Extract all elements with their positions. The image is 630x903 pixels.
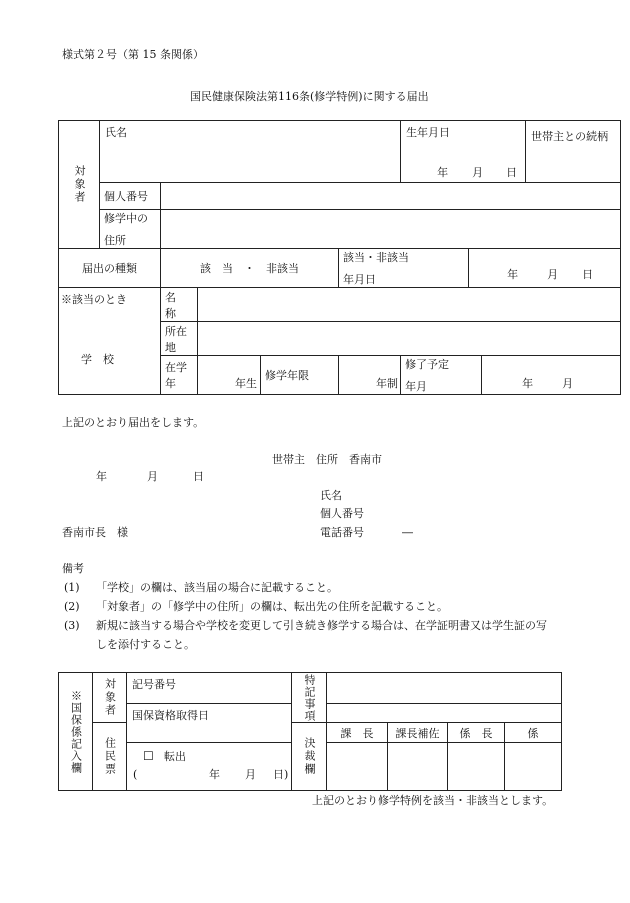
individual-number-field[interactable] [161,183,621,210]
school-label: 学 校 [81,353,114,366]
subject-birth-cell[interactable] [401,121,526,183]
acquisition-date-cell[interactable] [127,704,292,743]
householder-name-label: 氏名 [320,489,342,502]
approver-unit-chief: 係 長 [448,723,505,743]
form-title: 国民健康保険法第116条(修学特例)に関する届出 [190,90,429,103]
notification-day-unit: 日 [582,268,594,281]
completion-year-unit: 年 [522,377,534,390]
school-label-cell [59,288,161,395]
office-section-label: ※国保係記入欄 [59,673,93,791]
householder-address-label: 世帯主 住所 香南市 [272,453,382,466]
special-notes-label: 特記事項 [292,673,327,723]
approver-assistant-chief: 課長補佐 [388,723,448,743]
note-3-text: 新規に該当する場合や学校を変更して引き続き修学する場合は、在学証明書又は学生証の写 [96,619,547,632]
move-out-year-unit: 年 [209,768,220,781]
study-address-label-cell [100,210,161,249]
notification-type-value[interactable]: 該 当 ・ 非該当 [161,249,339,288]
completion-month-unit: 月 [562,377,574,390]
acquisition-date-label: 国保資格取得日 [132,709,209,722]
declaration-month-unit: 月 [147,470,158,483]
grade-unit: 年生 [235,377,257,390]
note-1-number: (1) [64,581,80,594]
seal-assistant-chief[interactable] [388,743,448,791]
school-location-label: 所在地 [161,322,198,356]
school-note-label: ※該当のとき [61,293,127,306]
study-address-field[interactable] [161,210,621,249]
subject-name-cell[interactable] [100,121,401,183]
declaration-year-unit: 年 [96,470,107,483]
move-out-day-unit: 日) [273,768,289,781]
notification-year-unit: 年 [507,268,519,281]
completion-label-cell [401,356,482,395]
birth-month-unit: 月 [472,166,484,179]
move-out-month-unit: 月 [245,768,256,781]
office-use-table [58,672,562,791]
period-label: 修学年限 [261,356,339,395]
householder-individual-number-label: 個人番号 [320,507,364,520]
office-subject-label: 対象者 [93,673,127,723]
grade-field[interactable] [198,356,261,395]
notification-date-label-line2: 年月日 [343,273,376,286]
move-out-paren-open: ( [133,768,138,781]
move-out-checkbox[interactable]: ☐ [143,749,154,763]
phone-label: 電話番号 [320,526,364,539]
approver-staff: 係 [505,723,562,743]
note-3-number: (3) [64,619,80,632]
note-3-continuation: しを添付すること。 [96,638,195,651]
seal-staff[interactable] [505,743,562,791]
special-notes-field[interactable] [327,673,562,704]
grade-label: 在学年 [161,356,198,395]
seal-section-chief[interactable] [327,743,388,791]
completion-label-line1: 修了予定 [405,358,450,371]
move-out-label: 転出 [164,750,186,763]
office-footer-statement: 上記のとおり修学特例を該当・非該当とします。 [312,794,554,807]
study-address-label-line2: 住所 [104,234,126,247]
approver-section-chief: 課 長 [327,723,388,743]
period-unit: 年制 [376,377,398,390]
move-out-cell[interactable] [127,743,292,791]
special-notes-field-lower[interactable] [327,704,562,723]
notification-date-field[interactable] [469,249,621,288]
seal-unit-chief[interactable] [448,743,505,791]
notification-type-label: 届出の種類 [59,249,161,288]
subject-label: 対象者 [59,121,100,249]
note-1-text: 「学校」の欄は、該当届の場合に記載すること。 [96,581,338,594]
declaration-day-unit: 日 [193,470,204,483]
period-field[interactable] [339,356,401,395]
school-name-label: 名 称 [161,288,198,322]
form-number: 様式第２号（第 15 条関係） [62,48,204,61]
phone-dash: ― [402,526,413,539]
notes-heading: 備考 [62,562,84,575]
school-name-field[interactable] [198,288,621,322]
note-2-number: (2) [64,600,80,613]
birth-year-unit: 年 [437,166,449,179]
study-address-label-line1: 修学中の [104,212,148,225]
completion-label-line2: 年月 [405,380,428,393]
note-2-text: 「対象者」の「修学中の住所」の欄は、転出先の住所を記載すること。 [96,600,448,613]
addressee: 香南市長 様 [62,526,128,539]
resident-record-label: 住民票 [93,723,127,791]
notification-month-unit: 月 [547,268,559,281]
subject-name-label: 氏名 [105,126,127,139]
relation-cell[interactable] [526,121,621,183]
individual-number-label: 個人番号 [100,183,161,210]
completion-date-field[interactable] [482,356,621,395]
school-location-field[interactable] [198,322,621,356]
notification-date-label-line1: 該当・非該当 [343,251,409,264]
birth-label: 生年月日 [406,126,451,139]
notification-date-label-cell [339,249,469,288]
relation-label: 世帯主との続柄 [531,130,609,143]
symbol-number-cell[interactable] [127,673,292,704]
main-form-table [58,120,621,395]
declaration-statement: 上記のとおり届出をします。 [62,416,205,429]
symbol-number-label: 記号番号 [132,678,176,691]
birth-day-unit: 日 [506,166,518,179]
decision-label: 決裁欄 [292,723,327,791]
